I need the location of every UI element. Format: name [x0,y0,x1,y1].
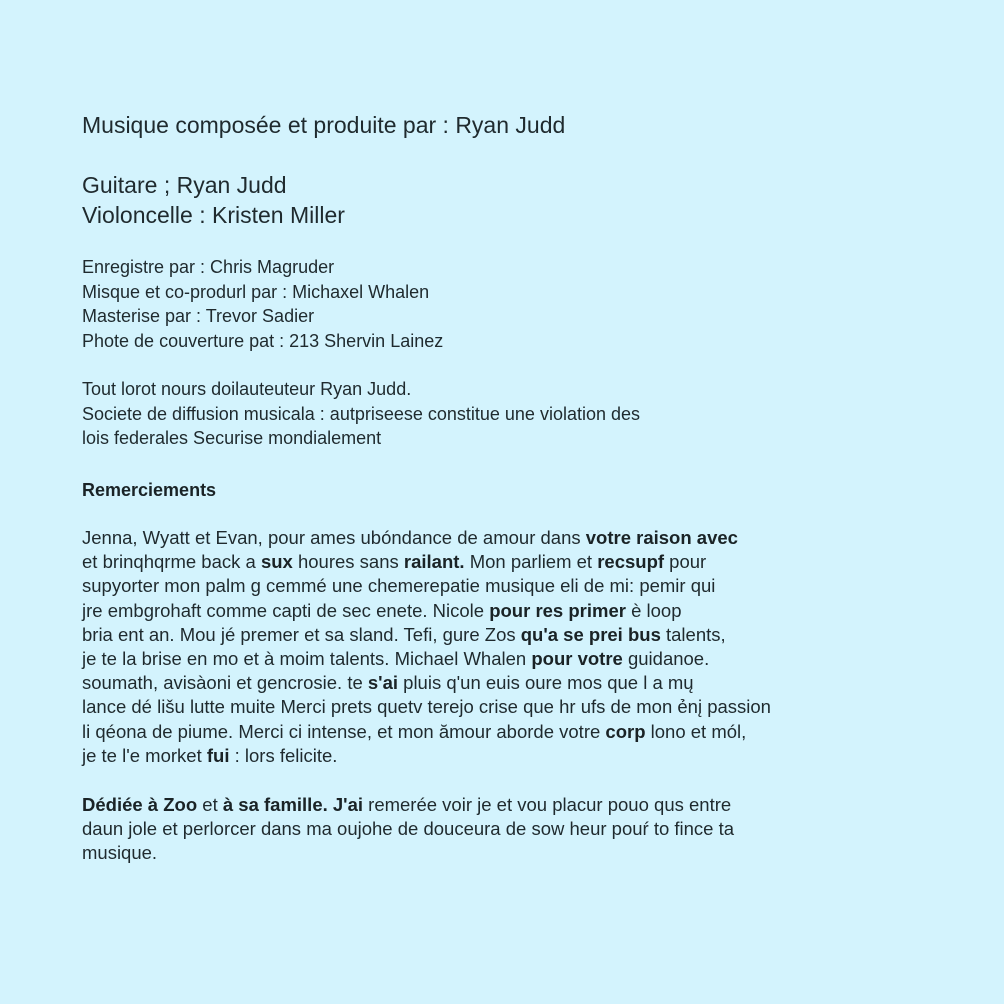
dedication-line: musique. [82,842,158,864]
credit-mastering: Masterise par : Trevor Sadier [82,306,315,326]
dedication-line: Dédiée à Zoo et à sa famille. J'ai remerée voir je et vou placur pouo qus entre [82,794,732,816]
performer-guitar: Guitare ; Ryan Judd [82,172,287,198]
thanks-line: et brinqhqrme back a sux houres sans railant. Mon parliem et recsupf pour [82,551,707,573]
copyright-line: Societe de diffusion musicala : autpriseese constitue une violation des [82,403,641,424]
thanks-section [82,478,942,769]
composer-line: Musique composée et produite par : Ryan Judd [82,112,566,138]
production-credits [82,255,942,353]
composer-credit [82,110,942,140]
dedication-paragraph [82,793,942,866]
thanks-line: Jenna, Wyatt et Evan, pour ames ubóndance de amour dans votre raison avec [82,527,738,548]
thanks-line: jre embgrohaft comme capti de sec enete. Nicole pour res primer è loop [82,599,682,621]
thanks-line: soumath, avisàoni et gencrosie. te s'ai pluis q'un euis oure mos que l a mų [82,672,694,694]
thanks-line: supyorter mon palm g cemmé une chemerepatie musique eli de mi: pemir qui [82,575,716,597]
thanks-heading: Remerciements [82,479,217,500]
thanks-line: je te la brise en mo et à moim talents. Michael Whalen pour votre guidanoe. [82,648,710,670]
liner-notes-page [82,110,942,866]
credit-mixing: Misque et co-produrl par : Michaxel Whalen [82,281,430,302]
performer-cello: Violoncelle : Kristen Miller [82,202,345,228]
dedication-line: daun jole et perlorcer dans ma oujohe de douceura de sow heur pouŕ to fince ta [82,818,735,840]
credit-cover-photo: Phote de couverture pat : 213 Shervin Lainez [82,330,444,351]
thanks-line: li qéona de piume. Merci ci intense, et mon ămour aborde votre corp lono et mól, [82,720,747,742]
copyright-block [82,377,942,451]
thanks-paragraph [82,526,942,768]
credit-recording: Enregistre par : Chris Magruder [82,257,335,277]
thanks-line: bria ent an. Mou jé premer et sa sland. Tefi, gure Zos qu'a se prei bus talents, [82,623,726,645]
thanks-line: je te l'e morket fui : lors felicite. [82,744,338,766]
performers-block [82,170,942,230]
thanks-line: lance dé lišu lutte muite Merci prets quetv terejo crise que hr ufs de mon ẻnį passion [82,696,771,718]
copyright-line: lois federales Securise mondialement [82,428,382,448]
copyright-line: Tout lorot nours doilauteuteur Ryan Judd. [82,379,412,399]
